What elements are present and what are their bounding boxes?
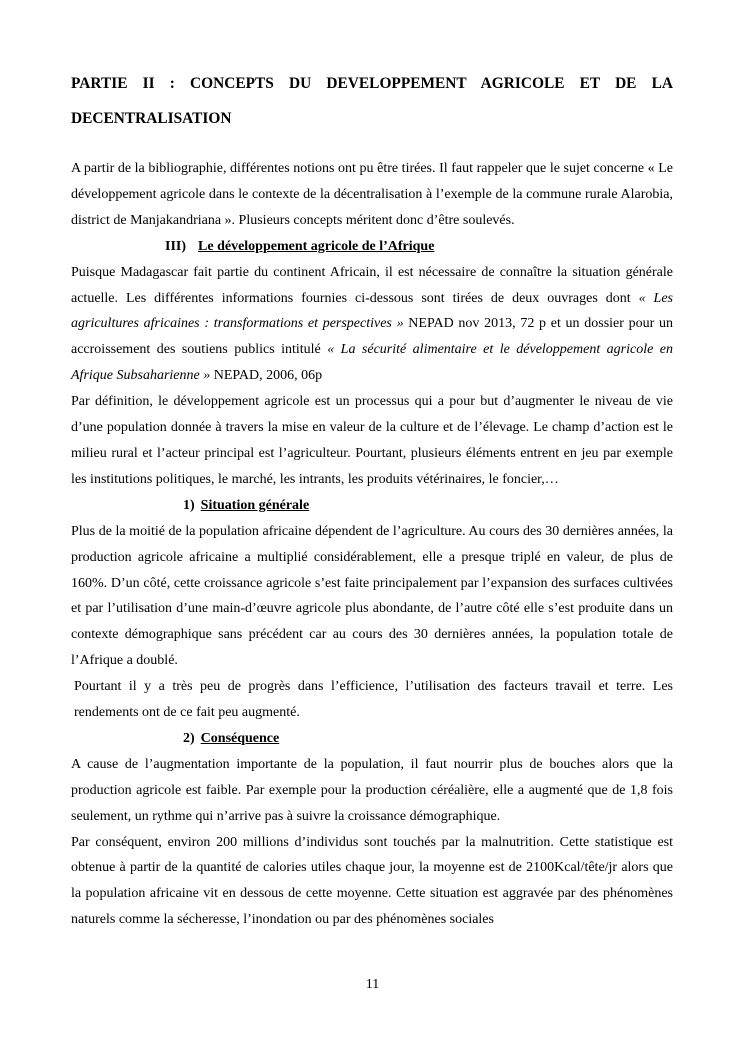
section-paragraph-1: [71, 260, 673, 390]
subsection-1-paragraph-1: Plus de la moitié de la population africaine dépendent de l’agriculture. Au cours des 30 dernières années, la production agricole africaine a multiplié considérablement, elle a presque triplé en valeur, de plus de 160%. D’un côté, cette croissance agricole s’est faite principalement par l’expansion des surfaces cultivées et par l’utilisation d’une main-d’œuvre agricole plus abondante, de l’autre côté elle s’est produite dans un contexte démographique sans précédent car au cours des 30 dernières années, la population totale de l’Afrique a doublé.: [71, 523, 673, 669]
italic-title-2: « La sécurité alimentaire et le développement agricole en Afrique Subsaharienne »: [71, 342, 673, 384]
page-number: 11: [365, 977, 380, 992]
subsection-number: 2): [183, 730, 195, 746]
subsection-heading-2: [71, 726, 673, 752]
subsection-2-paragraph-2: Par conséquent, environ 200 millions d’individus sont touchés par la malnutrition. Cette statistique est obtenue à partir de la quantité de calories utiles chaque jour, la moyenne est de 2100Kcal/tête/jr alors que la population africaine vit en dessous de cette moyenne. Cette situation est aggravée par des phénomènes naturels comme la sécheresse, l’inondation ou par des phénomènes sociales: [71, 834, 673, 928]
italic-title-1: « Les agricultures africaines : transformations et perspectives »: [71, 290, 673, 332]
section-number: III): [165, 238, 187, 254]
document-page: [71, 66, 673, 933]
section-paragraph-2: Par définition, le développement agricole est un processus qui a pour but d’augmenter le niveau de vie d’une population donnée à travers la mise en valeur de la culture et de l’élevage. Le champ d’action est le milieu rural et l’acteur principal est l’agriculteur. Pourtant, plusieurs éléments entrent en jeu par exemple les institutions politiques, le marché, les intrants, les produits vétérinaires, le foncier,…: [71, 394, 673, 487]
subsection-1-paragraph-2: Pourtant il y a très peu de progrès dans l’efficience, l’utilisation des facteurs travail et terre. Les rendements ont de ce fait peu augmenté.: [74, 679, 673, 721]
text-run: NEPAD, 2006, 06p: [210, 368, 323, 384]
part-title: PARTIE II : CONCEPTS DU DEVELOPPEMENT AGRICOLE ET DE LA DECENTRALISATION: [71, 75, 673, 127]
text-run: Puisque Madagascar fait partie du continent Africain, il est nécessaire de connaître la situation générale actuelle. Les différentes informations fournies ci-dessous sont tirées de deux ouvrages dont: [71, 264, 673, 306]
subsection-number: 1): [183, 497, 195, 513]
section-heading-iii: [71, 234, 673, 260]
subsection-heading-1: [71, 493, 673, 519]
subsection-2-paragraph-1: A cause de l’augmentation importante de la population, il faut nourrir plus de bouches alors que la production agricole est faible. Par exemple pour la production céréalière, elle a augmenté que de 1,8 fois seulement, un rythme qui n’arrive pas à suivre la croissance démographique.: [71, 756, 673, 824]
subsection-title: Conséquence: [200, 730, 280, 746]
section-title: Le développement agricole de l’Afrique: [198, 238, 435, 254]
intro-paragraph: A partir de la bibliographie, différentes notions ont pu être tirées. Il faut rappeler que le sujet concerne « Le développement agricole dans le contexte de la décentralisation à l’exemple de la commune rurale Alarobia, district de Manjakandriana ». Plusieurs concepts méritent donc d’être soulevés.: [71, 161, 673, 228]
text-run: NEPAD nov 2013, 72 p et un dossier pour un accroissement des soutiens publics intitulé: [71, 316, 673, 358]
subsection-title: Situation générale: [200, 497, 310, 513]
